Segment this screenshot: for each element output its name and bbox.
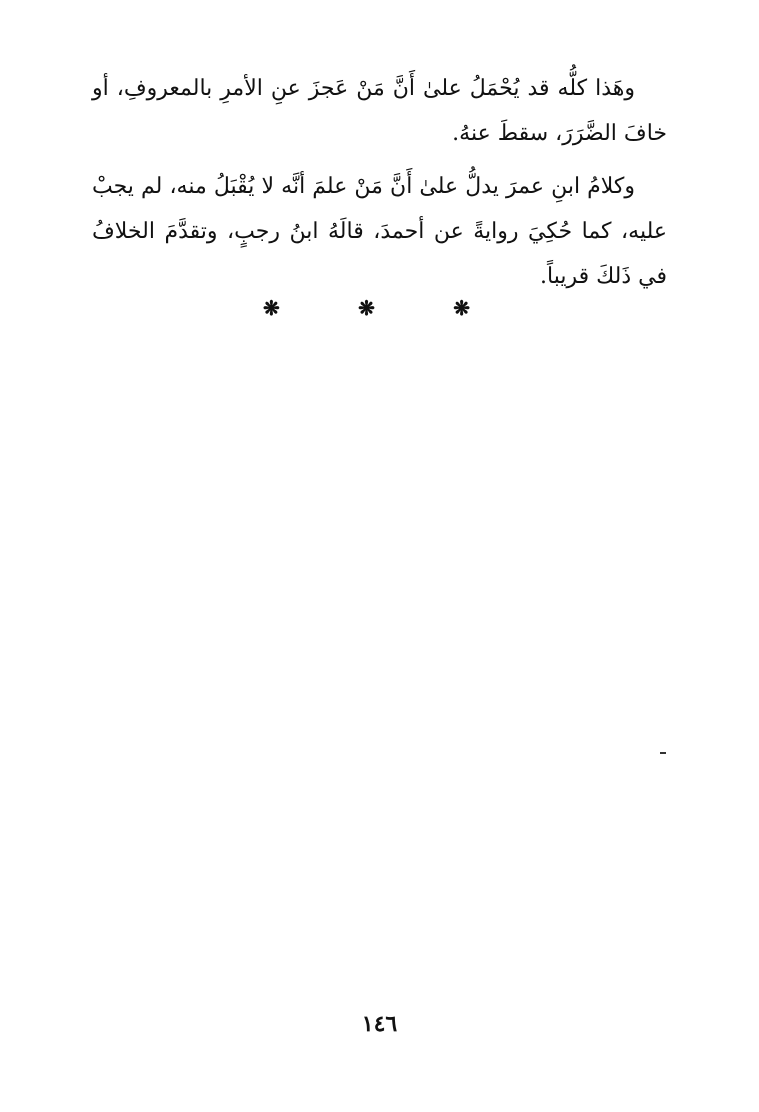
- body-text: [92, 66, 667, 299]
- asterism-icon: ❋: [358, 296, 401, 320]
- scan-speck: [660, 752, 666, 754]
- paragraph: وكلامُ ابنِ عمرَ يدلُّ علىٰ أَنَّ مَنْ علمَ أنَّه لا يُقْبَلُ منه، لم يجبْ عليه، كما حُكِيَ روايةً عن أحمدَ، قالَهُ ابنُ رجبٍ، وتقدَّمَ الخلافُ في ذَلكَ قريباً.: [92, 174, 667, 289]
- paragraph: وهَذا كلُّه قد يُحْمَلُ علىٰ أَنَّ مَنْ عَجزَ عنِ الأمرِ بالمعروفِ، أو خافَ الضَّرَرَ، سقطَ عنهُ.: [92, 76, 667, 146]
- asterism-icon: ❋: [453, 296, 496, 320]
- section-separator: [0, 296, 759, 320]
- asterism-icon: ❋: [262, 296, 306, 320]
- page-number: ١٤٦: [361, 1011, 398, 1037]
